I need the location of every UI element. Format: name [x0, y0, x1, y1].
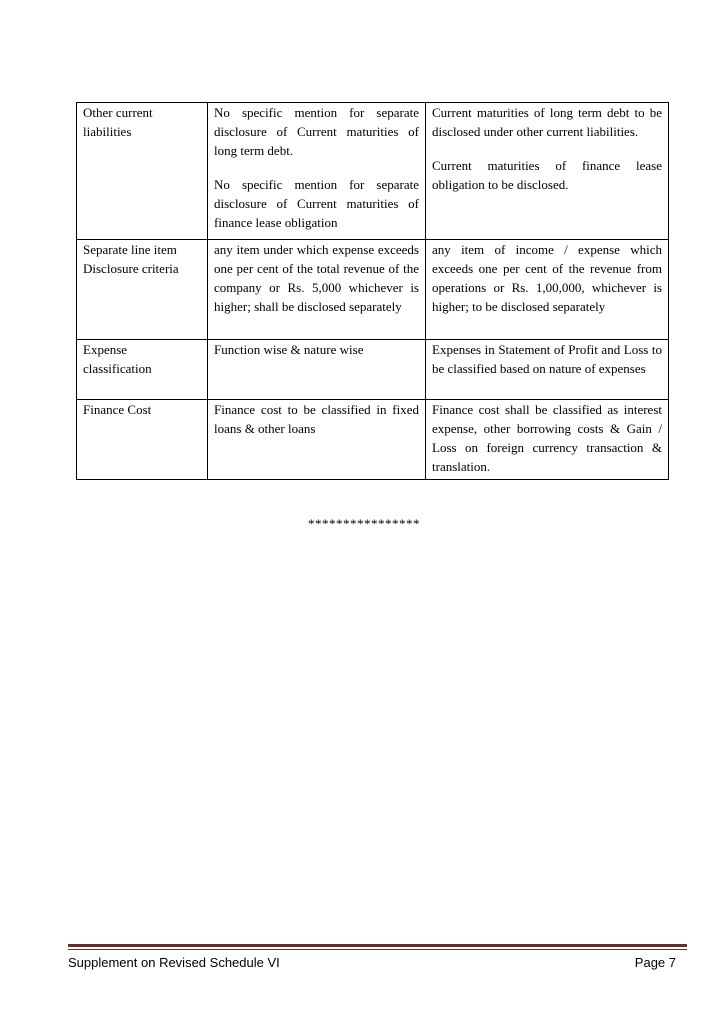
- table-row: [77, 400, 669, 480]
- old-schedule-cell: [208, 400, 426, 480]
- revised-schedule-cell: [426, 340, 669, 400]
- revised-schedule-cell: [426, 240, 669, 340]
- page-number: Page 7: [634, 955, 676, 970]
- cell-paragraph: any item of income / expense which exceeds one per cent of the revenue from operations or Rs. 1,00,000, whichever is higher; to be disclosed separately: [432, 242, 662, 314]
- row-label: Other current liabilities: [83, 105, 153, 139]
- cell-paragraph: Function wise & nature wise: [214, 342, 364, 357]
- cell-paragraph: Current maturities of finance lease obligation to be disclosed.: [432, 158, 662, 192]
- table-row: [77, 340, 669, 400]
- row-label-cell: [77, 340, 208, 400]
- row-label-cell: [77, 240, 208, 340]
- table-row: [77, 240, 669, 340]
- cell-paragraph: No specific mention for separate disclosure of Current maturities of finance lease obligation: [214, 177, 419, 230]
- row-label: Expense classification: [83, 342, 152, 376]
- comparison-table: [76, 102, 669, 480]
- cell-paragraph: No specific mention for separate disclosure of Current maturities of long term debt.: [214, 105, 419, 158]
- old-schedule-cell: [208, 340, 426, 400]
- row-label-cell: [77, 103, 208, 240]
- cell-paragraph: any item under which expense exceeds one per cent of the total revenue of the company or Rs. 5,000 whichever is higher; shall be disclosed separately: [214, 242, 419, 314]
- cell-paragraph: Finance cost to be classified in fixed loans & other loans: [214, 402, 419, 436]
- cell-paragraph: Expenses in Statement of Profit and Loss to be classified based on nature of expenses: [432, 342, 662, 376]
- cell-paragraph: Finance cost shall be classified as interest expense, other borrowing costs & Gain / Loss on foreign currency transaction & translation.: [432, 402, 662, 474]
- revised-schedule-cell: [426, 400, 669, 480]
- table-row: [77, 103, 669, 240]
- row-label-cell: [77, 400, 208, 480]
- footer-rule: [68, 944, 687, 947]
- row-label: Finance Cost: [83, 402, 152, 417]
- footer-title: Supplement on Revised Schedule VI: [68, 955, 280, 970]
- footer-rule-thin: [68, 949, 687, 950]
- old-schedule-cell: [208, 103, 426, 240]
- section-separator: ****************: [308, 516, 420, 531]
- revised-schedule-cell: [426, 103, 669, 240]
- row-label: Separate line item Disclosure criteria: [83, 242, 179, 276]
- cell-paragraph: Current maturities of long term debt to be disclosed under other current liabilities.: [432, 105, 662, 139]
- old-schedule-cell: [208, 240, 426, 340]
